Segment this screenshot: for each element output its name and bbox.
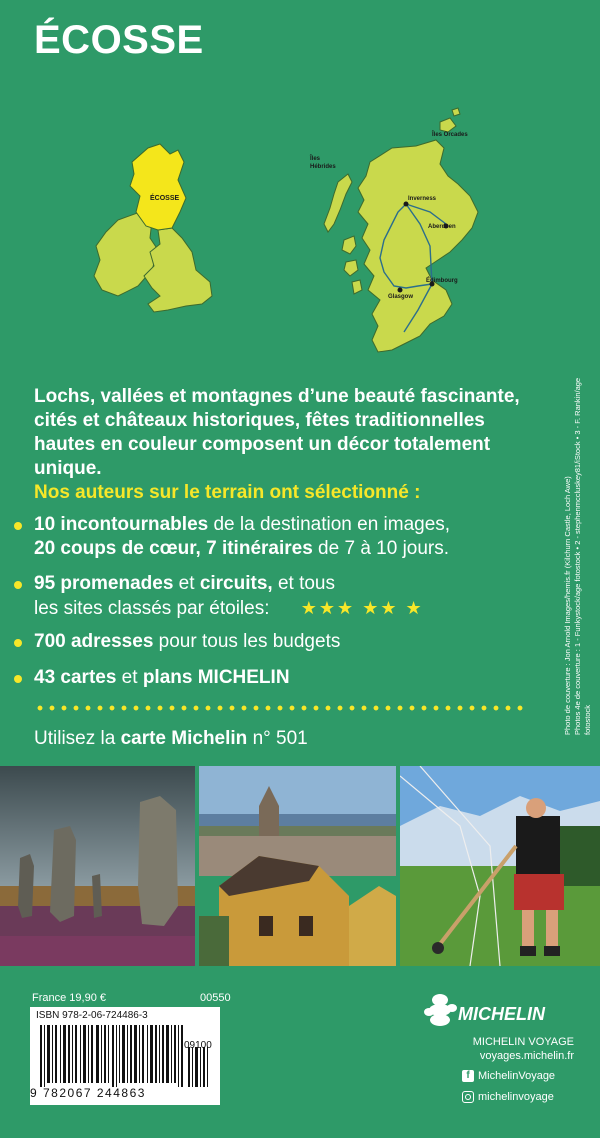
orkney-islands (440, 108, 460, 132)
bullet-incontournables: 10 incontournables de la destination en images, 20 coups de cœur, 7 itinéraires de 7 à 10 jours. (14, 513, 534, 561)
photo-village (199, 766, 396, 966)
scotland-detail-map (358, 140, 478, 352)
bullet-promenades: 95 promenades et circuits, et tous les sites classés par étoiles: ★★★ ★★ ★ (14, 572, 534, 621)
michelin-logo (418, 990, 568, 1034)
map-label-glasgow: Glasgow (388, 294, 414, 300)
star-rating-icons: ★★★ ★★ ★ (300, 598, 424, 618)
photo-highland-games (400, 766, 600, 966)
map-label-uk-scotland: ÉCOSSE (150, 195, 180, 202)
map-label-hebrides-2: Hébrides (310, 164, 336, 170)
photo-credits: Photo de couverture : Jon Arnold Images/hemis.fr (Kilchurn Castle, Loch Awe) Photos 4e de couverture : 1 - Funkystock/age fotostock • 2 - stephenmccluskey81/iStock • 3 - F. Rankin/age fotostock (563, 377, 592, 735)
price-label: France 19,90 € (32, 992, 106, 1004)
addon-code: 09100 (184, 1040, 212, 1051)
michelin-voyage-label: MICHELIN VOYAGE (472, 1036, 574, 1048)
intro-paragraph: Lochs, vallées et montagnes d’une beauté fascinante, cités et châteaux historiques, fêtes traditionnelles hautes en couleur composent un décor totalement unique. (34, 386, 520, 479)
selection-heading: Nos auteurs sur le terrain ont sélectionné : (34, 482, 421, 503)
photo-strip (0, 766, 600, 966)
bullet-dot (14, 675, 22, 683)
bullet-cartes: 43 cartes et plans MICHELIN (14, 666, 534, 690)
instagram-link[interactable]: michelinvoyage (462, 1091, 554, 1103)
instagram-icon (462, 1091, 474, 1103)
bullet-dot (14, 639, 22, 647)
photo-standing-stones (0, 766, 195, 966)
map-label-aberdeen: Aberdeen (428, 224, 456, 230)
barcode-number: 9 782067 244863 (30, 1086, 146, 1100)
svg-text:MICHELIN: MICHELIN (458, 1004, 545, 1024)
website-link[interactable]: voyages.michelin.fr (479, 1050, 574, 1062)
map-label-hebrides-1: Îles (310, 156, 321, 162)
facebook-link[interactable]: f MichelinVoyage (462, 1070, 555, 1082)
inner-islands (342, 236, 362, 294)
bullet-adresses: 700 adresses pour tous les budgets (14, 630, 534, 654)
hebrides-islands (324, 174, 352, 232)
city-dot-inverness (404, 202, 409, 207)
facebook-icon: f (462, 1070, 474, 1082)
map-label-orkney: Îles Orcades (432, 132, 468, 138)
map-label-edinburgh: Édimbourg (426, 278, 458, 284)
england-map (144, 228, 212, 312)
map-label-inverness: Inverness (408, 196, 437, 202)
bibendum-icon (424, 994, 457, 1026)
bullet-dot (14, 581, 22, 589)
isbn-number: ISBN 978-2-06-724486-3 (36, 1010, 148, 1021)
dotted-separator (34, 705, 524, 711)
scotland-maps (0, 100, 560, 380)
product-code: 00550 (200, 992, 231, 1004)
bullet-dot (14, 522, 22, 530)
city-dot-glasgow (398, 288, 403, 293)
page-title: ÉCOSSE (34, 18, 204, 62)
map-reference: Utilisez la carte Michelin n° 501 (34, 728, 308, 749)
